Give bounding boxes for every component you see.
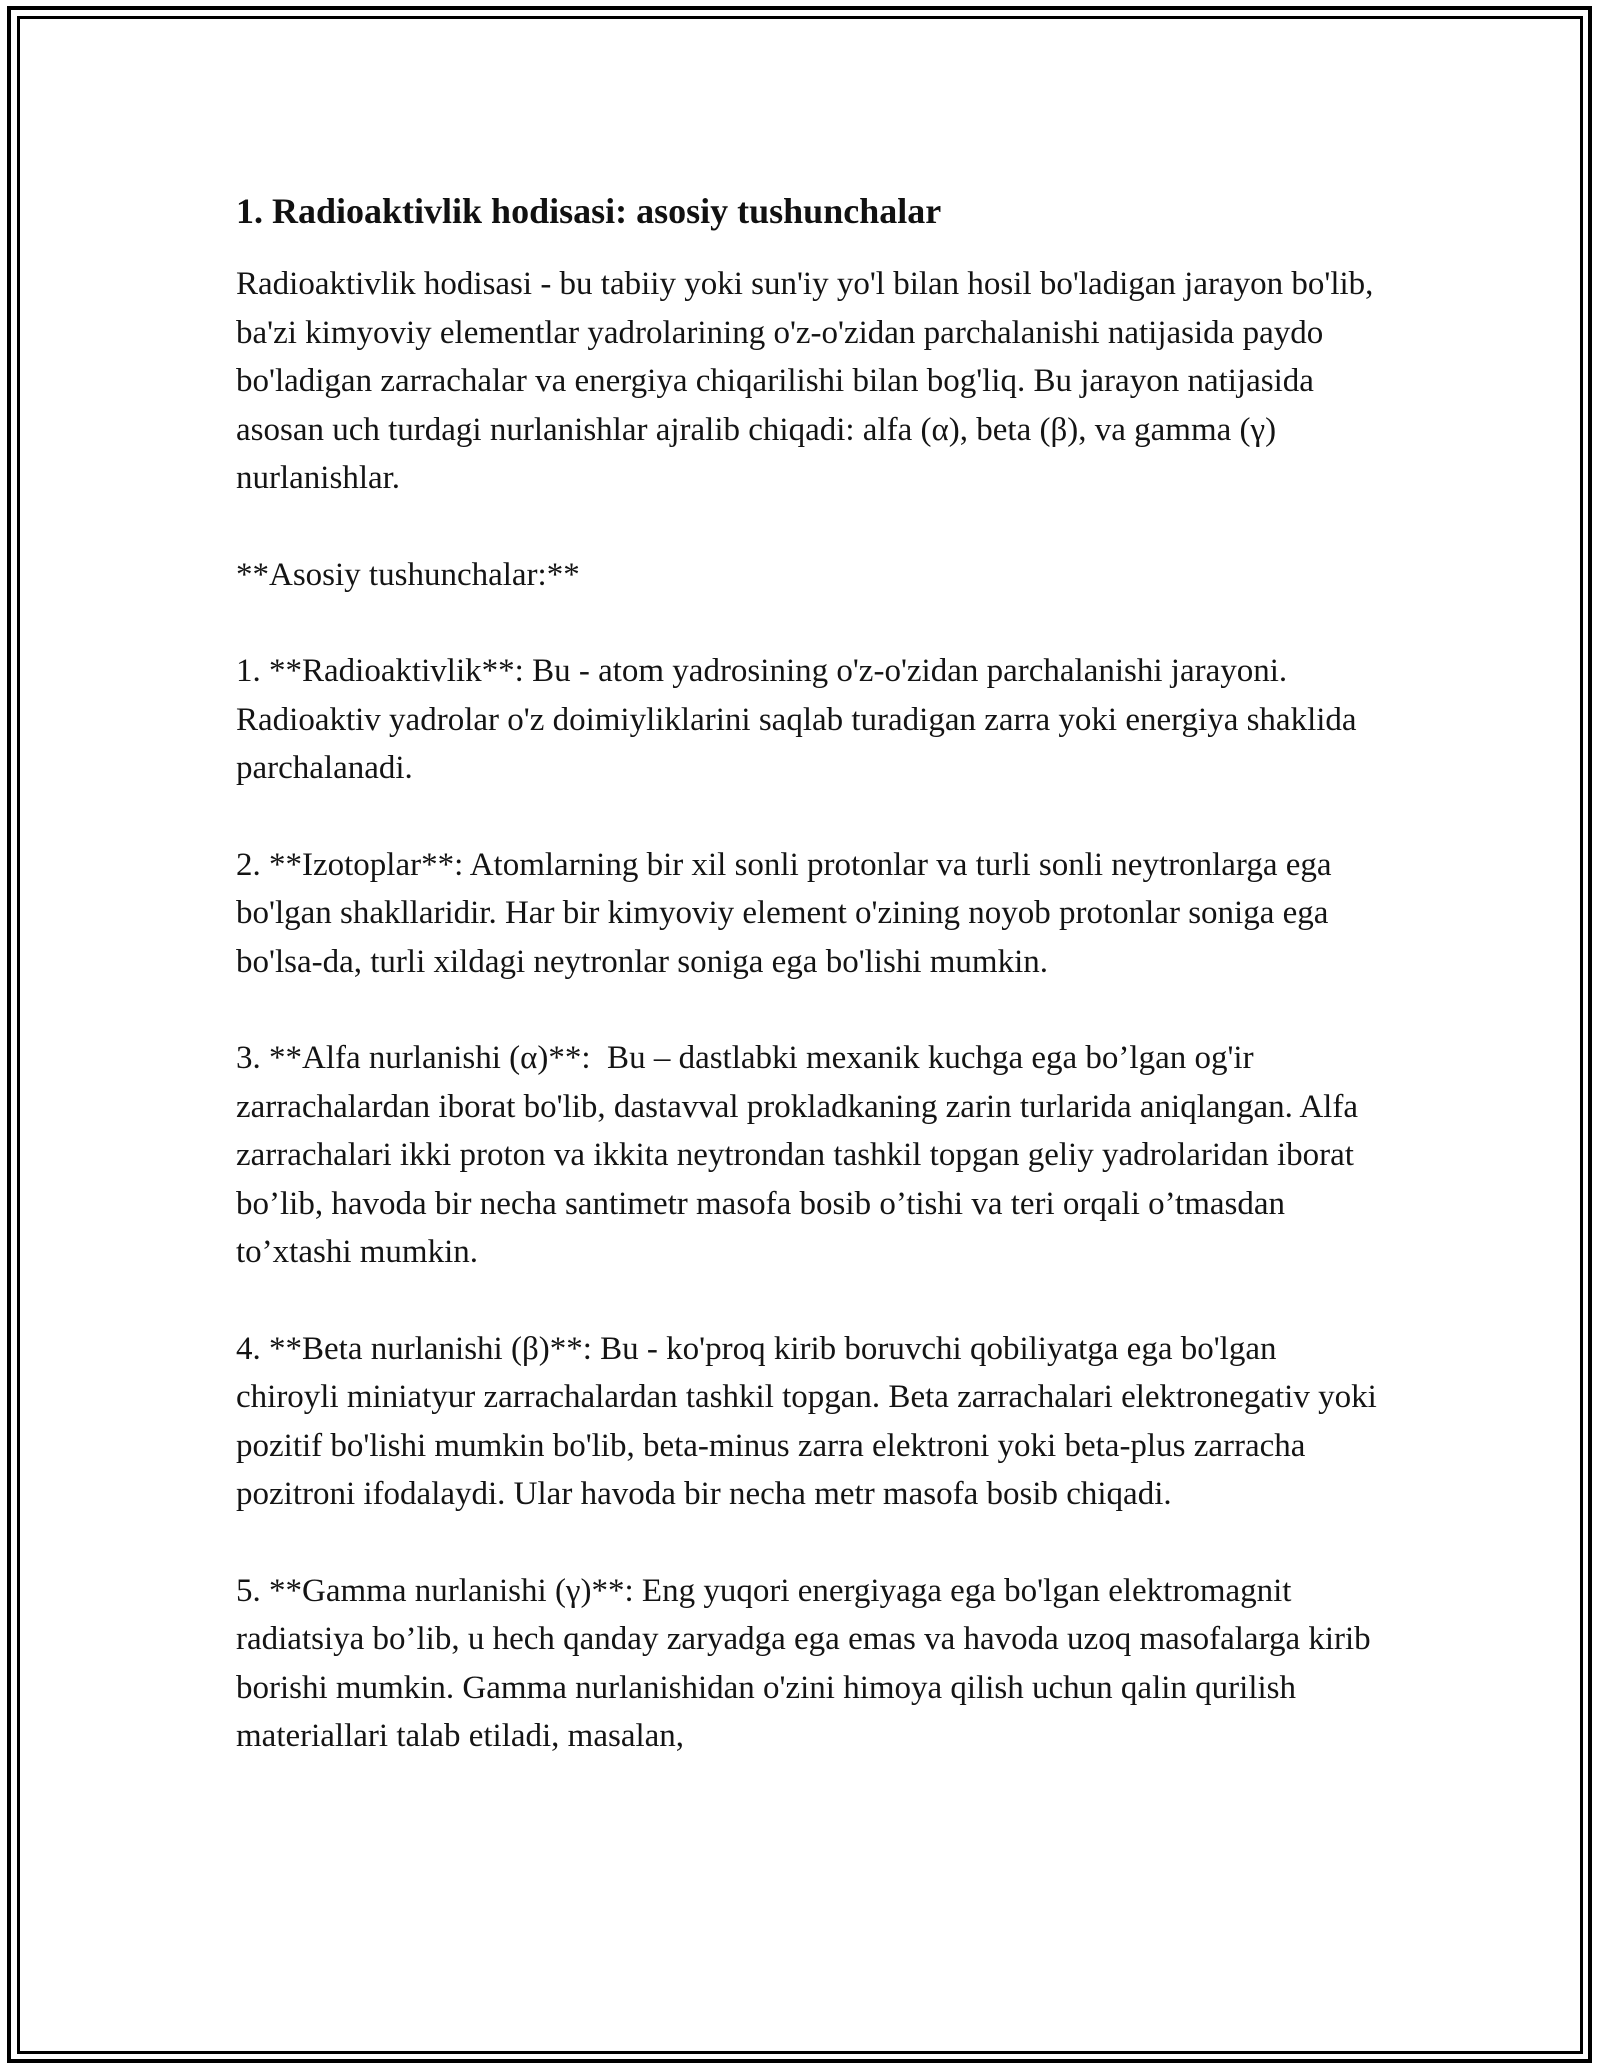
concept-gamma-radiation: 5. **Gamma nurlanishi (γ)**: Eng yuqori energiyaga ega bo'lgan elektromagnit radiatsiya bo’lib, u hech qanday zaryadga ega emas va havoda uzoq masofalarga kirib borishi mumkin. Gamma nurlanishidan o'zini himoya qilish uchun qalin qurilish materiallari talab etiladi, masalan, — [236, 1572, 1379, 1754]
concept-isotopes: 2. **Izotoplar**: Atomlarning bir xil sonli protonlar va turli sonli neytronlarga ega bo'lgan shakllaridir. Har bir kimyoviy element o'zining noyob protonlar soniga ega bo'lsa-da, turli xildagi neytronlar soniga ega bo'lishi mumkin. — [236, 846, 1340, 980]
section-title: 1. Radioaktivlik hodisasi: asosiy tushunchalar — [236, 191, 942, 231]
concept-radioactivity: 1. **Radioaktivlik**: Bu - atom yadrosining o'z-o'zidan parchalanishi jarayoni. Radioaktiv yadrolar o'z doimiyliklarini saqlab turadigan zarra yoki energiya shaklida parchalanadi. — [236, 653, 1365, 786]
intro-paragraph: Radioaktivlik hodisasi - bu tabiiy yoki sun'iy yo'l bilan hosil bo'ladigan jarayon bo'lib, ba'zi kimyoviy elementlar yadrolarining o'z-o'zidan parchalanishi natijasida paydo bo'ladigan zarrachalar va energiya chiqarilishi bilan bog'liq. Bu jarayon natijasida asosan uch turdagi nurlanishlar ajralib chiqadi: alfa (α), beta (β), va gamma (γ) nurlanishlar. — [236, 266, 1382, 496]
document-body — [236, 186, 1386, 1761]
concept-alpha-radiation: 3. **Alfa nurlanishi (α)**: Bu – dastlabki mexanik kuchga ega bo’lgan og'ir zarrachalardan iborat bo'lib, dastavval prokladkaning zarin turlarida aniqlangan. Alfa zarrachalari ikki proton va ikkita neytrondan tashkil topgan geliy yadrolaridan iborat bo’lib, havoda bir necha santimetr masofa bosib o’tishi va teri orqali o’tmasdan to’xtashi mumkin. — [236, 1040, 1367, 1270]
concepts-heading: **Asosiy tushunchalar:** — [236, 556, 580, 593]
concept-beta-radiation: 4. **Beta nurlanishi (β)**: Bu - ko'proq kirib boruvchi qobiliyatga ega bo'lgan chiroyli miniatyur zarrachalardan tashkil topgan. Beta zarrachalari elektronegativ yoki pozitif bo'lishi mumkin bo'lib, beta-minus zarra elektroni yoki beta-plus zarracha pozitroni ifodalaydi. Ular havoda bir necha metr masofa bosib chiqadi. — [236, 1330, 1386, 1512]
